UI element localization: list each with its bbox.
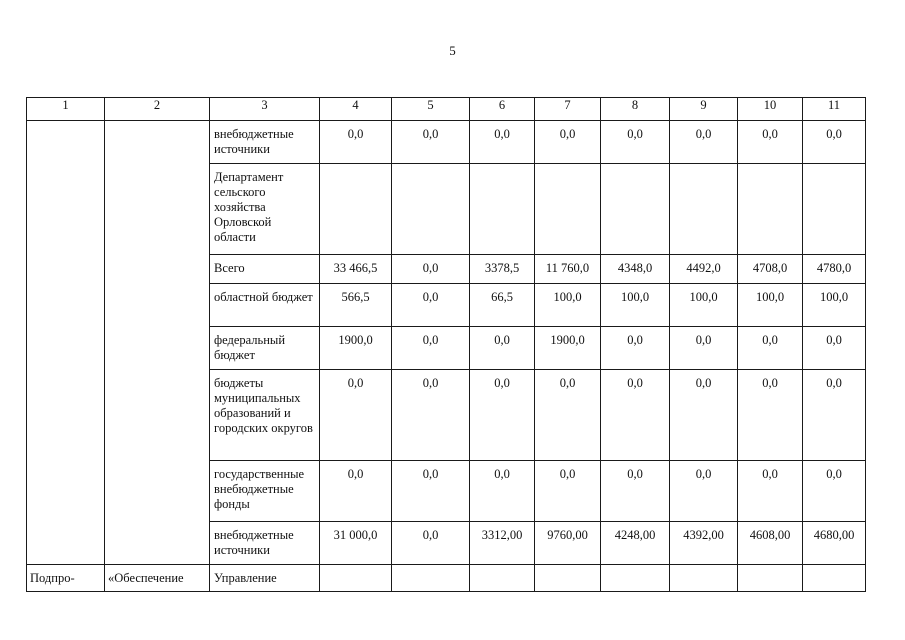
value: 11 760,0 (545, 261, 590, 275)
value: 0,0 (826, 333, 842, 347)
value-cell (738, 522, 803, 565)
value: 0,0 (422, 376, 439, 390)
value-cell (601, 284, 670, 327)
value-cell (320, 461, 392, 522)
value-cell (738, 565, 803, 592)
header-cell: 9 (670, 98, 738, 121)
department-label: Департамент сельского хозяйства Орловской области (214, 170, 284, 244)
value: 4608,00 (749, 528, 791, 542)
value-cell (320, 327, 392, 370)
value-cell (670, 327, 738, 370)
program-cell-empty (27, 121, 105, 565)
source-label: бюджеты муниципальных образований и городских округов (214, 376, 313, 435)
value-cell (670, 284, 738, 327)
value: 0,0 (494, 376, 510, 390)
value-cell (535, 461, 601, 522)
value-cell (670, 565, 738, 592)
value-cell (601, 565, 670, 592)
header-cell: 2 (105, 98, 210, 121)
value: 0,0 (494, 127, 510, 141)
header-cell: 3 (210, 98, 320, 121)
value-cell (535, 370, 601, 461)
value: 9760,00 (547, 528, 588, 542)
source-label: Всего (214, 261, 245, 275)
value-cell (670, 370, 738, 461)
value-cell (392, 284, 470, 327)
value-cell (803, 327, 866, 370)
header-cell: 8 (601, 98, 670, 121)
value: 1900,0 (550, 333, 585, 347)
value-cell (470, 284, 535, 327)
source-cell (210, 255, 320, 284)
header-cell: 5 (392, 98, 470, 121)
value-cell (320, 121, 392, 164)
value: 0,0 (422, 261, 439, 275)
value: 1900,0 (338, 333, 373, 347)
value-cell (535, 565, 601, 592)
value: 0,0 (422, 127, 439, 141)
value: 566,5 (341, 290, 370, 304)
value-cell (601, 164, 670, 255)
value: 0,0 (762, 467, 778, 481)
value-cell (670, 255, 738, 284)
name-cell (105, 565, 210, 592)
value-cell (601, 522, 670, 565)
value: 31 000,0 (333, 528, 378, 542)
value: 0,0 (627, 127, 643, 141)
value: 4708,0 (752, 261, 788, 275)
value: 0,0 (422, 290, 439, 304)
source-cell (210, 522, 320, 565)
value-cell (320, 522, 392, 565)
value: 0,0 (762, 333, 778, 347)
table-row (27, 565, 866, 592)
budget-table (26, 97, 866, 592)
value-cell (803, 284, 866, 327)
value: 33 466,5 (333, 261, 378, 275)
value-cell (670, 121, 738, 164)
value-cell (392, 565, 470, 592)
value: 0,0 (826, 467, 842, 481)
value: 3378,5 (484, 261, 520, 275)
value: 4348,0 (617, 261, 653, 275)
value: 0,0 (826, 376, 842, 390)
source-label: государственные внебюджетные фонды (214, 467, 305, 511)
value-cell (601, 370, 670, 461)
source-cell (210, 461, 320, 522)
value: 0,0 (627, 376, 643, 390)
value: 3312,00 (481, 528, 523, 542)
value-cell (803, 370, 866, 461)
value: 4248,00 (614, 528, 656, 542)
value-cell (738, 461, 803, 522)
value: 0,0 (559, 376, 576, 390)
value: 4492,0 (686, 261, 721, 275)
value-cell (470, 370, 535, 461)
value: 0,0 (627, 467, 643, 481)
source-label: федеральный бюджет (214, 333, 286, 362)
value-cell (803, 255, 866, 284)
table-row (27, 121, 866, 164)
value-cell (535, 284, 601, 327)
value: 100,0 (819, 290, 849, 304)
value-cell (803, 121, 866, 164)
value: 0,0 (422, 528, 439, 542)
value-cell (670, 522, 738, 565)
header-cell: 1 (27, 98, 105, 121)
source-cell (210, 284, 320, 327)
value-cell (320, 255, 392, 284)
value-cell (535, 164, 601, 255)
value-cell (320, 370, 392, 461)
value-cell (738, 255, 803, 284)
value: 0,0 (695, 376, 712, 390)
value: 0,0 (695, 467, 712, 481)
value-cell (738, 370, 803, 461)
value-cell (670, 164, 738, 255)
value-cell (392, 461, 470, 522)
value: 0,0 (826, 127, 842, 141)
value: 100,0 (689, 290, 718, 304)
source-cell (210, 565, 320, 592)
value: 100,0 (553, 290, 582, 304)
value-cell (392, 327, 470, 370)
value-cell (803, 565, 866, 592)
source-label: внебюджетные источники (214, 127, 294, 156)
value-cell (803, 522, 866, 565)
value-cell (470, 327, 535, 370)
value: 4392,00 (683, 528, 724, 542)
value-cell (670, 461, 738, 522)
value-cell (738, 327, 803, 370)
source-label: Управление (214, 571, 277, 585)
source-label: внебюджетные источники (214, 528, 294, 557)
value-cell (320, 565, 392, 592)
header-cell: 4 (320, 98, 392, 121)
value: 4780,0 (816, 261, 852, 275)
value: 0,0 (422, 333, 439, 347)
value-cell (320, 284, 392, 327)
value-cell (803, 461, 866, 522)
value-cell (470, 121, 535, 164)
value-cell (470, 461, 535, 522)
source-cell (210, 370, 320, 461)
value: 0,0 (762, 127, 778, 141)
value-cell (738, 121, 803, 164)
source-cell (210, 121, 320, 164)
header-row (27, 98, 866, 121)
program-cell (27, 565, 105, 592)
value-cell (803, 164, 866, 255)
value: 0,0 (627, 333, 643, 347)
header-cell: 6 (470, 98, 535, 121)
value-cell (392, 522, 470, 565)
source-cell (210, 327, 320, 370)
value-cell (601, 121, 670, 164)
value-cell (392, 370, 470, 461)
value-cell (738, 284, 803, 327)
value: 0,0 (762, 376, 778, 390)
value-cell (535, 522, 601, 565)
value: 4680,00 (813, 528, 855, 542)
value: 0,0 (695, 333, 712, 347)
value: 66,5 (491, 290, 513, 304)
program-name-label: «Обеспечение (108, 571, 184, 585)
value-cell (601, 327, 670, 370)
header-cell: 11 (803, 98, 866, 121)
value-cell (392, 164, 470, 255)
value-cell (470, 565, 535, 592)
value-cell (320, 164, 392, 255)
value-cell (535, 327, 601, 370)
source-cell (210, 164, 320, 255)
value-cell (601, 255, 670, 284)
value-cell (535, 255, 601, 284)
source-label: областной бюджет (214, 290, 313, 304)
value: 0,0 (347, 127, 364, 141)
value-cell (738, 164, 803, 255)
value: 0,0 (494, 333, 510, 347)
value: 0,0 (494, 467, 510, 481)
header-cell: 10 (738, 98, 803, 121)
value-cell (470, 164, 535, 255)
page-number: 5 (449, 43, 456, 58)
value: 100,0 (620, 290, 650, 304)
value: 0,0 (559, 467, 576, 481)
name-cell-empty (105, 121, 210, 565)
value: 0,0 (559, 127, 576, 141)
value-cell (470, 255, 535, 284)
value-cell (601, 461, 670, 522)
value: 0,0 (695, 127, 712, 141)
value: 100,0 (755, 290, 785, 304)
value: 0,0 (347, 376, 364, 390)
value-cell (535, 121, 601, 164)
value-cell (470, 522, 535, 565)
program-label: Подпро- (30, 571, 75, 585)
value: 0,0 (347, 467, 364, 481)
header-cell: 7 (535, 98, 601, 121)
value: 0,0 (422, 467, 439, 481)
value-cell (392, 255, 470, 284)
value-cell (392, 121, 470, 164)
